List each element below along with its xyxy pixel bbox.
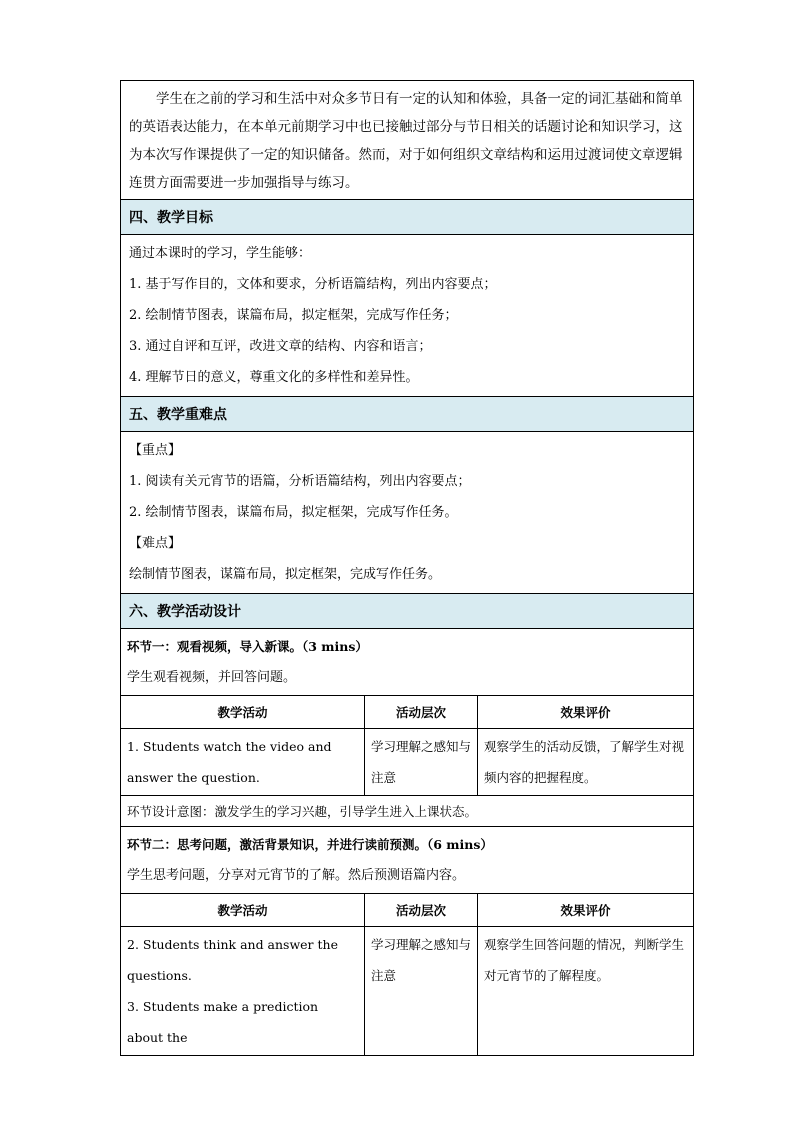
key-points-heading-row (121, 397, 694, 432)
objective-item: 2. 绘制情节图表，谋篇布局，拟定框架，完成写作任务； (129, 308, 458, 323)
step1-description: 学生观看视频，并回答问题。 (127, 670, 297, 685)
difficult-points-label: 【难点】 (129, 536, 182, 551)
step1-activity-text: 1. Students watch the video and answer the question. (127, 739, 332, 785)
key-point-item: 1. 阅读有关元宵节的语篇，分析语篇结构，列出内容要点； (129, 474, 471, 489)
step1-evaluation-text: 观察学生的活动反馈，了解学生对视频内容的把握程度。 (484, 739, 685, 785)
step2-activity-text-b: 3. Students make a prediction about the (127, 999, 319, 1045)
step1-activity-cell (121, 729, 365, 796)
learner-analysis-row (121, 81, 694, 200)
objectives-lead: 通过本课时的学习，学生能够： (129, 246, 312, 261)
objectives-row (121, 235, 694, 397)
step1-level-text: 学习理解之感知与注意 (371, 739, 472, 785)
step2-header-cell (121, 827, 694, 894)
activities-heading-row (121, 594, 694, 629)
column-header-evaluation: 效果评价 (478, 696, 694, 729)
step2-title: 环节二：思考问题，激活背景知识，并进行读前预测。（6 mins） (127, 837, 493, 852)
step2-evaluation-cell (478, 927, 694, 1056)
step2-column-headers (121, 894, 694, 927)
objectives-heading-row (121, 200, 694, 235)
step2-level-text: 学习理解之感知与注意 (371, 937, 472, 983)
key-point-item: 2. 绘制情节图表，谋篇布局，拟定框架，完成写作任务。 (129, 505, 458, 520)
learner-analysis-text: 学生在之前的学习和生活中对众多节日有一定的认知和体验，具备一定的词汇基础和简单的英语表达能力，在本单元前期学习中也已接触过部分与节日相关的话题讨论和知识学习，这为本次写作课提供了一定的知识储备。然而，对于如何组织文章结构和运用过渡词使文章逻辑连贯方面需要进一步加强指导与练习。 (129, 91, 683, 191)
objectives-heading: 四、教学目标 (121, 200, 694, 235)
key-points-cell (121, 432, 694, 594)
lesson-plan-table (120, 80, 694, 1056)
step1-column-headers (121, 696, 694, 729)
objective-item: 1. 基于写作目的，文体和要求，分析语篇结构，列出内容要点； (129, 277, 497, 292)
lesson-plan-document (120, 80, 693, 1056)
step2-header-row (121, 827, 694, 894)
step1-header-cell (121, 629, 694, 696)
key-points-row (121, 432, 694, 594)
column-header-level: 活动层次 (365, 894, 478, 927)
column-header-activity: 教学活动 (121, 696, 365, 729)
step1-activity-row (121, 729, 694, 796)
step2-activity-cell (121, 927, 365, 1056)
step1-header-row (121, 629, 694, 696)
step2-level-cell (365, 927, 478, 1056)
column-header-evaluation: 效果评价 (478, 894, 694, 927)
step2-activity-row (121, 927, 694, 1056)
key-points-heading: 五、教学重难点 (121, 397, 694, 432)
column-header-activity: 教学活动 (121, 894, 365, 927)
step1-intent-cell (121, 796, 694, 827)
objectives-cell (121, 235, 694, 397)
step1-intent-row (121, 796, 694, 827)
step1-level-cell (365, 729, 478, 796)
step1-title: 环节一：观看视频，导入新课。（3 mins） (127, 639, 368, 654)
step2-evaluation-text: 观察学生回答问题的情况，判断学生对元宵节的了解程度。 (484, 937, 685, 983)
step1-evaluation-cell (478, 729, 694, 796)
objective-item: 4. 理解节日的意义，尊重文化的多样性和差异性。 (129, 370, 419, 385)
activities-heading: 六、教学活动设计 (121, 594, 694, 629)
objective-item: 3. 通过自评和互评，改进文章的结构、内容和语言； (129, 339, 432, 354)
step1-intent-text: 环节设计意图：激发学生的学习兴趣，引导学生进入上课状态。 (127, 804, 478, 819)
step2-description: 学生思考问题，分享对元宵节的了解。然后预测语篇内容。 (127, 868, 466, 883)
step2-activity-text-a: 2. Students think and answer the questions. (127, 937, 338, 983)
learner-analysis-cell (121, 81, 694, 200)
column-header-level: 活动层次 (365, 696, 478, 729)
difficult-point-text: 绘制情节图表，谋篇布局，拟定框架，完成写作任务。 (129, 567, 442, 582)
key-points-label: 【重点】 (129, 443, 182, 458)
